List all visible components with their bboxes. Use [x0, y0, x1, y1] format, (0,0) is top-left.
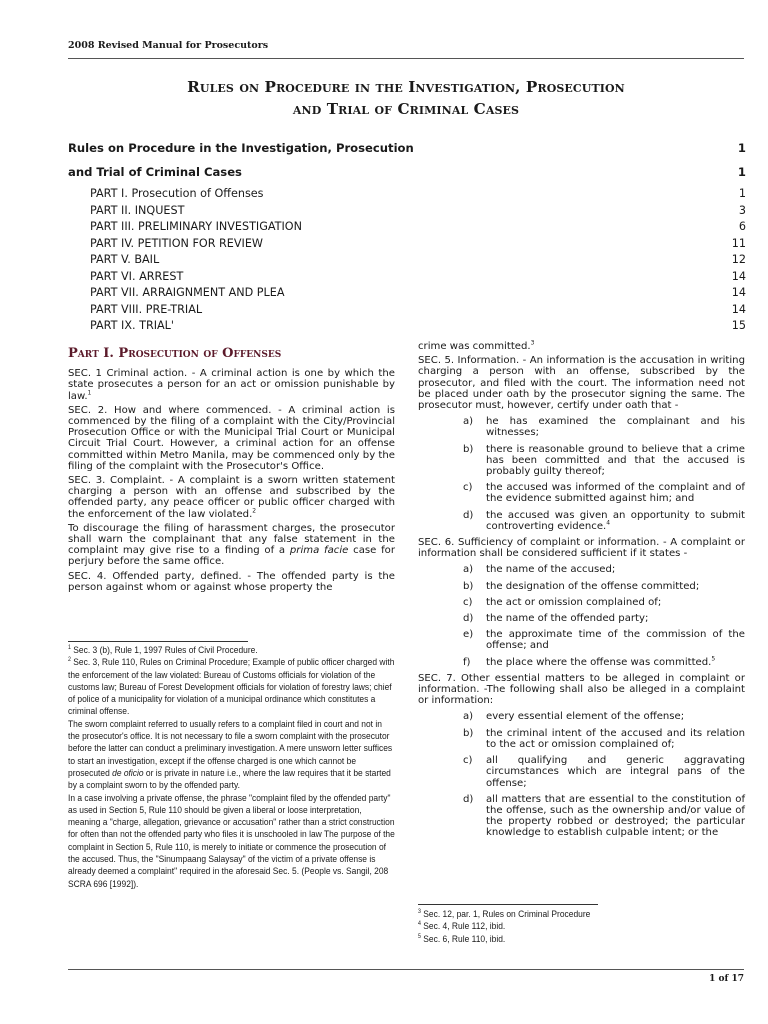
list-item: d) the accused was given an opportunity to submit controverting evidence.$^4$ — [463, 509, 745, 532]
toc-entry-part-4[interactable] — [68, 236, 746, 253]
toc-page: 14 — [731, 269, 746, 283]
toc-label: PART VII. ARRAIGNMENT AND PLEA — [90, 286, 285, 299]
toc-label: Rules on Procedure in the Investigation, Prosecution — [68, 141, 414, 155]
table-of-contents — [68, 138, 746, 335]
list-item: f) the place where the offense was committed.$^5$ — [463, 655, 716, 668]
footnotes-left — [68, 645, 395, 891]
footnote-ref[interactable]: 3 — [530, 339, 535, 347]
footnote-3: $^3$ Sec. 12, par. 1, Rules on Criminal Procedure — [418, 908, 591, 920]
footnote-2: $^2$ Sec. 3, Rule 110, Rules on Criminal Procedure; Example of public officer charged with the enforcement of the law violated: Bureau of Customs officials for violation of the customs law; Bureau of Forest Development officials for violation of forestry laws; chief of police of a municipality for violation of a municipal ordinance which constitutes a criminal offense. — [68, 657, 395, 718]
toc-entry-part-7[interactable] — [68, 285, 746, 302]
toc-page: 14 — [731, 302, 746, 316]
toc-page: 6 — [738, 220, 746, 233]
footnote-1: $^1$ Sec. 3 (b), Rule 1, 1997 Rules of Civil Procedure. — [68, 644, 258, 656]
toc-page: 1 — [737, 141, 746, 155]
toc-entry-part-2[interactable] — [68, 203, 746, 220]
toc-page: 14 — [731, 286, 746, 299]
sec-6-paragraph: SEC. 6. Sufficiency of complaint or information. - A complaint or information shall be considered sufficient if it states - — [418, 537, 745, 560]
list-item: a) the name of the accused; — [463, 564, 616, 576]
toc-label: PART I. Prosecution of Offenses — [90, 187, 264, 200]
toc-entry-part-3[interactable] — [68, 219, 746, 236]
toc-page: 3 — [738, 203, 746, 217]
toc-page: 15 — [731, 319, 746, 332]
toc-label: PART IV. PETITION FOR REVIEW — [90, 236, 263, 250]
footnote-ref[interactable]: 5 — [711, 655, 716, 663]
left-column — [68, 348, 395, 596]
title-line-2: and Trial of Criminal Cases — [292, 100, 520, 118]
harassment-paragraph: To discourage the filing of harassment charges, the prosecutor shall warn the complainant that any false statement in the complaint may give rise to a finding of a prima facie case for perjury before the same office. — [68, 522, 395, 568]
section-heading: Part I. Prosecution of Offenses — [68, 346, 282, 361]
footnote-divider — [418, 904, 598, 905]
list-item: a) he has examined the complainant and his witnesses; — [463, 416, 745, 439]
sec-4-paragraph: SEC. 4. Offended party, defined. - The offended party is the person against whom or against whose property the — [68, 570, 395, 593]
list-item: c) all qualifying and generic aggravating circumstances which are integral pans of the offense; — [463, 755, 745, 789]
list-item: a) every essential element of the offense; — [463, 711, 685, 723]
toc-label: PART III. PRELIMINARY INVESTIGATION — [90, 220, 302, 233]
list-item: c) the act or omission complained of; — [463, 596, 662, 608]
toc-label: PART VIII. PRE-TRIAL — [90, 302, 203, 316]
toc-page: 11 — [731, 236, 746, 250]
footnote-ref[interactable]: 2 — [252, 507, 257, 515]
list-item: b) the designation of the offense committed; — [463, 580, 700, 592]
toc-entry[interactable] — [68, 162, 746, 186]
toc-entry-part-5[interactable] — [68, 252, 746, 269]
footnote-4: $^4$ Sec. 4, Rule 112, ibid. — [418, 921, 506, 933]
footer-rule — [68, 969, 744, 970]
toc-page: 1 — [737, 165, 746, 179]
sec-7-list — [418, 711, 745, 838]
footnote-2-case-note: In a case involving a private offense, the phrase "complaint filed by the offended party" as used in Section 5, Rule 110 should be given a liberal or loose interpretation, meaning a "charge, allegation, grievance or accusation" rather than a strict construction for often than not the offended party who files it is unschooled in law The purpose of the complaint in Section 5, Rule 110, is merely to initiate or commence the prosecution of the accused. Thus, the "Sinumpaang Salaysay" of the victim of a private offense is already deemed a complaint" required in the aforesaid Sec. 5. (People vs. Sangil, 208 SCRA 696 [1992]). — [68, 792, 395, 890]
list-item: d) the name of the offended party; — [463, 613, 649, 625]
footnote-5: $^5$ Sec. 6, Rule 110, ibid. — [418, 933, 506, 945]
list-item: e) the approximate time of the commission of the offense; and — [463, 629, 745, 652]
sec-2-paragraph: SEC. 2. How and where commenced. - A criminal action is commenced by the filing of a complaint with the City/Provincial Prosecution Office or with the Municipal Trial Court or Municipal Circuit Trial Court. However, a criminal action for an offense committed within Metro Manila, may be commenced only by the filing of the complaint with the Prosecutor's Office. — [68, 404, 395, 472]
toc-entry-part-6[interactable] — [68, 269, 746, 286]
sec-5-paragraph: SEC. 5. Information. - An information is the accusation in writing charging a person with an offense, subscribed by the prosecutor, and filed with the court. The information need not be placed under oath by the prosecutor signing the same. The prosecutor must, however, certify under oath that - — [418, 355, 745, 412]
sec-3-paragraph: SEC. 3. Complaint. - A complaint is a sworn written statement charging a person with an offense and subscribed by the offended party, any peace officer or public officer charged with the enforcement of the law violated.$^2$ — [68, 475, 395, 520]
document-title — [0, 76, 768, 120]
sec-6-list — [418, 564, 745, 667]
toc-entry-part-1[interactable] — [68, 186, 746, 203]
sec-1-paragraph: SEC. 1 Criminal action. - A criminal action is one by which the state prosecutes a person for an act or omission punishable by law.$^1$ — [68, 368, 395, 402]
footnote-divider — [68, 641, 248, 642]
footnote-ref[interactable]: 4 — [606, 519, 611, 527]
list-item: d) all matters that are essential to the constitution of the offense, such as the ownership and/or value of the property robbed or destroyed; the particular knowledge to establish culpable intent; or the — [463, 793, 745, 839]
list-item: b) there is reasonable ground to believe that a crime has been committed and that the accused is probably guilty thereof; — [463, 443, 745, 478]
list-item: c) the accused was informed of the complaint and of the evidence submitted against him; and — [463, 482, 745, 505]
toc-page: 1 — [738, 187, 746, 200]
toc-entry-part-9[interactable] — [68, 318, 746, 335]
right-column — [418, 341, 745, 844]
sec-4-continued: crime was committed.$^3$ — [418, 339, 535, 352]
toc-label: PART IX. TRIAL' — [90, 319, 174, 332]
footnote-ref[interactable]: 1 — [87, 389, 92, 397]
toc-entry[interactable] — [68, 138, 746, 162]
toc-page: 12 — [731, 253, 746, 266]
toc-label: PART II. INQUEST — [90, 203, 185, 217]
toc-label: and Trial of Criminal Cases — [68, 165, 242, 179]
list-item: b) the criminal intent of the accused and its relation to the act or omission complained of; — [463, 727, 745, 750]
title-line-1: Rules on Procedure in the Investigation, Prosecution — [187, 78, 625, 96]
footnote-2-continued: The sworn complaint referred to usually refers to a complaint filed in court and not in the prosecutor's office. It is not necessary to file a sworn complaint with the prosecutor before the latter can conduct a preliminary investigation. A mere unsworn letter suffices to start an investigation, except if the offense charged is one which cannot be prosecuted de oficio or is private in nature i.e., where the law requires that it be started by a complaint sworn to by the offended party. — [68, 718, 393, 792]
running-header: 2008 Revised Manual for Prosecutors — [68, 40, 269, 51]
sec-5-list — [418, 416, 745, 532]
toc-label: PART V. BAIL — [90, 253, 160, 266]
toc-label: PART VI. ARREST — [90, 269, 184, 283]
sec-7-paragraph: SEC. 7. Other essential matters to be alleged in complaint or information. -The following shall also be alleged in a complaint or information: — [418, 672, 745, 707]
header-rule — [68, 58, 744, 59]
toc-entry-part-8[interactable] — [68, 302, 746, 319]
page-number: 1 of 17 — [709, 974, 744, 984]
footnotes-right — [418, 909, 745, 946]
